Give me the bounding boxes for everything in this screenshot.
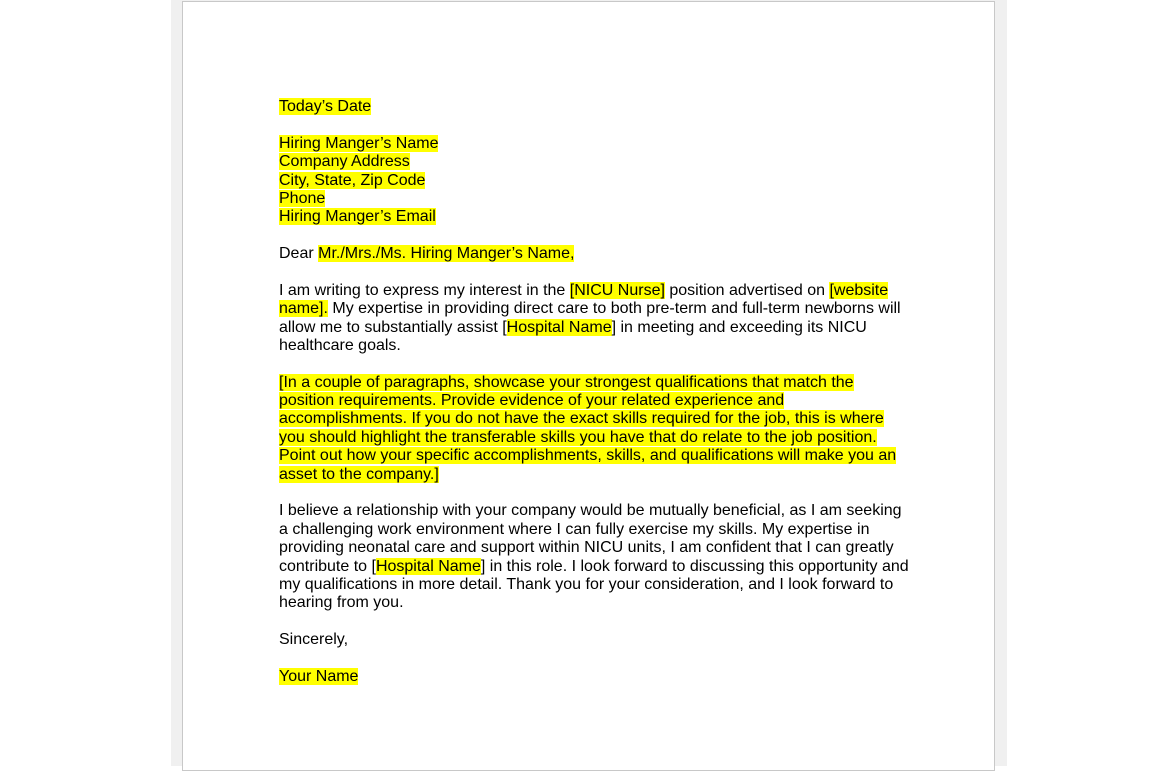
qualifications-paragraph [279,374,909,484]
recipient-address: Company Address [279,153,410,171]
document-viewer [171,0,1007,766]
date-placeholder: Today’s Date [279,98,372,115]
cover-letter-body [279,98,909,705]
signoff: Sincerely, [279,631,349,649]
hospital-placeholder: Hospital Name [506,318,612,336]
salutation [279,245,909,263]
signature-placeholder: Your Name [279,667,359,685]
intro-text-4: ] in meeting and exceeding its NICU healthcare goals. [279,318,867,354]
qualifications-placeholder: [In a couple of paragraphs, showcase your strongest qualifications that match the position requirements. Provide evidence of your related experience and accomplishments. If you do not have the exact skills required for the job, this is where you should highlight the transferable skills you have that do relate to the job position. Point out how your specific accomplishments, skills, and qualifications will make you an asset to the company.] [279,373,897,483]
intro-text-2: position advertised on [664,281,830,299]
intro-text-1: I am writing to express my interest in the [279,281,570,299]
closing-paragraph [279,502,909,612]
salutation-prefix: Dear [279,245,319,263]
closing-text-1: I believe a relationship with your company would be mutually beneficial, as I am seeking a challenging work environment where I can fully exercise my skills. My expertise in providing neonatal care and support within NICU units, I am confident that I can greatly contribute to [ [279,502,902,575]
intro-paragraph [279,282,909,356]
closing-hospital-placeholder: Hospital Name [375,557,481,575]
intro-text-3: My expertise in providing direct care to both pre-term and full-term newborns will allow me to substantially assist [ [279,300,901,336]
salutation-name: Mr./Mrs./Ms. Hiring Manger’s Name, [318,245,575,263]
document-page [182,1,995,771]
closing-text-2: ] in this role. I look forward to discussing this opportunity and my qualifications in more detail. Thank you for your consideration, and I look forward to hearing from you. [279,557,909,612]
date-paragraph [279,98,909,116]
website-placeholder: [website name]. [279,281,889,318]
recipient-phone: Phone [279,189,326,207]
recipient-email: Hiring Manger’s Email [279,208,436,226]
signature-paragraph [279,668,909,686]
recipient-city-state-zip: City, State, Zip Code [279,171,426,189]
recipient-name: Hiring Manger’s Name [279,134,439,152]
position-placeholder: [NICU Nurse] [569,281,665,299]
recipient-block [279,135,909,227]
